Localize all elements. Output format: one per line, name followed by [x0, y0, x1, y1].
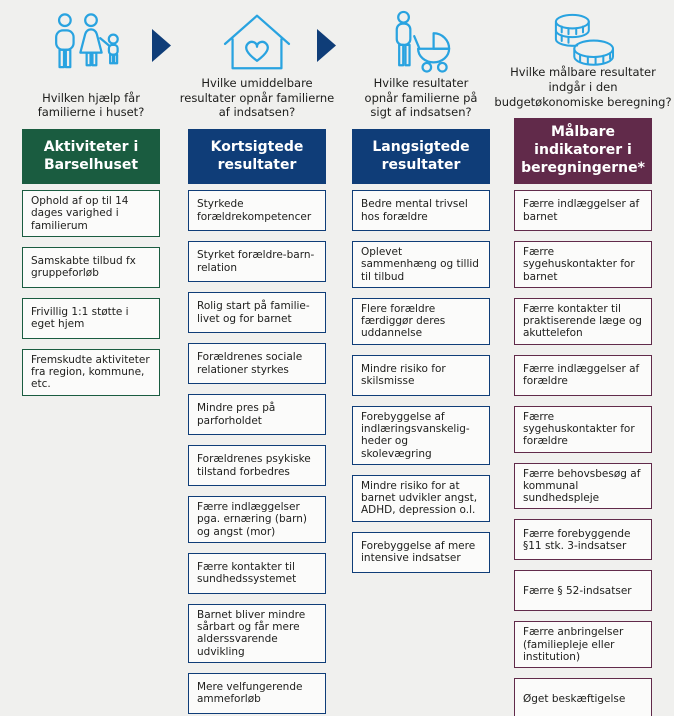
column-header [352, 129, 490, 184]
column-icon-row [22, 8, 160, 76]
result-box: Færre kontakter til praktiserende læge og akuttelefon [514, 298, 652, 345]
column-top [494, 8, 672, 184]
result-box: Mere velfungerende ammeforløb [188, 673, 326, 714]
result-box: Samskabte tilbud fx gruppeforløb [22, 247, 160, 288]
stroller-icon [385, 10, 457, 74]
coins-icon [543, 12, 623, 72]
flow-arrow-icon [152, 29, 171, 62]
result-box: Færre behovsbesøg af kommunal sundhedspleje [514, 463, 652, 510]
result-box: Bedre mental trivsel hos forældre [352, 190, 490, 231]
result-box: Færre § 52-indsatser [514, 570, 652, 611]
result-box: Ophold af op til 14 dages varighed i familierum [22, 190, 160, 237]
result-box: Mindre risiko for skilsmisse [352, 355, 490, 396]
result-box: Oplevet sammenhæng og tillid til tilbud [352, 241, 490, 288]
result-box: Fremskudte aktiviteter fra region, kommune, etc. [22, 349, 160, 396]
column-header [514, 118, 652, 184]
column-header-label: Aktiviteter i Barselhuset [43, 138, 139, 173]
column-kortsigtede [179, 8, 335, 714]
column-question: Hvilke resultater opnår familierne på sigt af indsatsen? [364, 75, 478, 120]
result-box: Mindre risiko for at barnet udvikler angst, ADHD, depression o.l. [352, 475, 490, 522]
column-top [352, 8, 490, 184]
result-box: Barnet bliver mindre sårbart og får mere alderssvarende udvikling [188, 604, 326, 663]
column-top [22, 8, 160, 184]
column-icon-row [188, 8, 326, 76]
column-question: Hvilken hjælp får familierne i huset? [37, 90, 145, 120]
result-box: Rolig start på familie-livet og for barnet [188, 292, 326, 333]
result-box: Færre forebyggende §11 stk. 3-indsatser [514, 519, 652, 560]
column-question: Hvilke målbare resultater indgår i den budgetøkonomiske beregning? [494, 65, 672, 109]
column-boxes [352, 190, 490, 573]
column-question: Hvilke umiddelbare resultater opnår familierne af indsatsen? [179, 75, 335, 120]
result-box: Forældrenes sociale relationer styrkes [188, 343, 326, 384]
column-icon-row [352, 8, 490, 76]
column-header-label: Målbare indikatorer i beregningerne* [521, 124, 645, 177]
result-box: Forebyggelse af indlæringsvanskelig-heder og skolevægring [352, 406, 490, 465]
result-box: Færre kontakter til sundhedssystemet [188, 553, 326, 594]
column-boxes [188, 190, 326, 714]
column-langsigtede [352, 8, 490, 573]
result-box: Færre indlæggelser af barnet [514, 190, 652, 231]
column-top [179, 8, 335, 184]
column-header-label: Kortsigtede resultater [210, 138, 304, 173]
result-box: Forebyggelse af mere intensive indsatser [352, 532, 490, 573]
result-box: Frivillig 1:1 støtte i eget hjem [22, 298, 160, 339]
column-header [188, 129, 326, 184]
result-box: Færre sygehuskontakter for barnet [514, 241, 652, 288]
column-maalbare [494, 8, 672, 716]
result-box: Mindre pres på parforholdet [188, 394, 326, 435]
result-box: Færre anbringelser (familiepleje eller institution) [514, 621, 652, 668]
column-aktiviteter [22, 8, 160, 396]
house-heart-icon [219, 11, 295, 73]
result-box: Færre sygehuskontakter for forældre [514, 406, 652, 453]
family-icon [48, 12, 134, 72]
column-boxes [22, 190, 160, 396]
result-box: Øget beskæftigelse [514, 678, 652, 716]
column-boxes [514, 190, 652, 716]
result-box: Flere forældre færdiggør deres uddannelse [352, 298, 490, 345]
result-box: Færre indlæggelser pga. ernæring (barn) og angst (mor) [188, 496, 326, 543]
column-icon-row [514, 8, 652, 76]
result-box: Styrkede forældrekompetencer [188, 190, 326, 231]
result-box: Forældrenes psykiske tilstand forbedres [188, 445, 326, 486]
column-header [22, 129, 160, 184]
result-box: Færre indlæggelser af forældre [514, 355, 652, 396]
column-header-label: Langsigtede resultater [372, 138, 470, 173]
result-box: Styrket forældre-barn-relation [188, 241, 326, 282]
flow-arrow-icon [317, 29, 336, 62]
